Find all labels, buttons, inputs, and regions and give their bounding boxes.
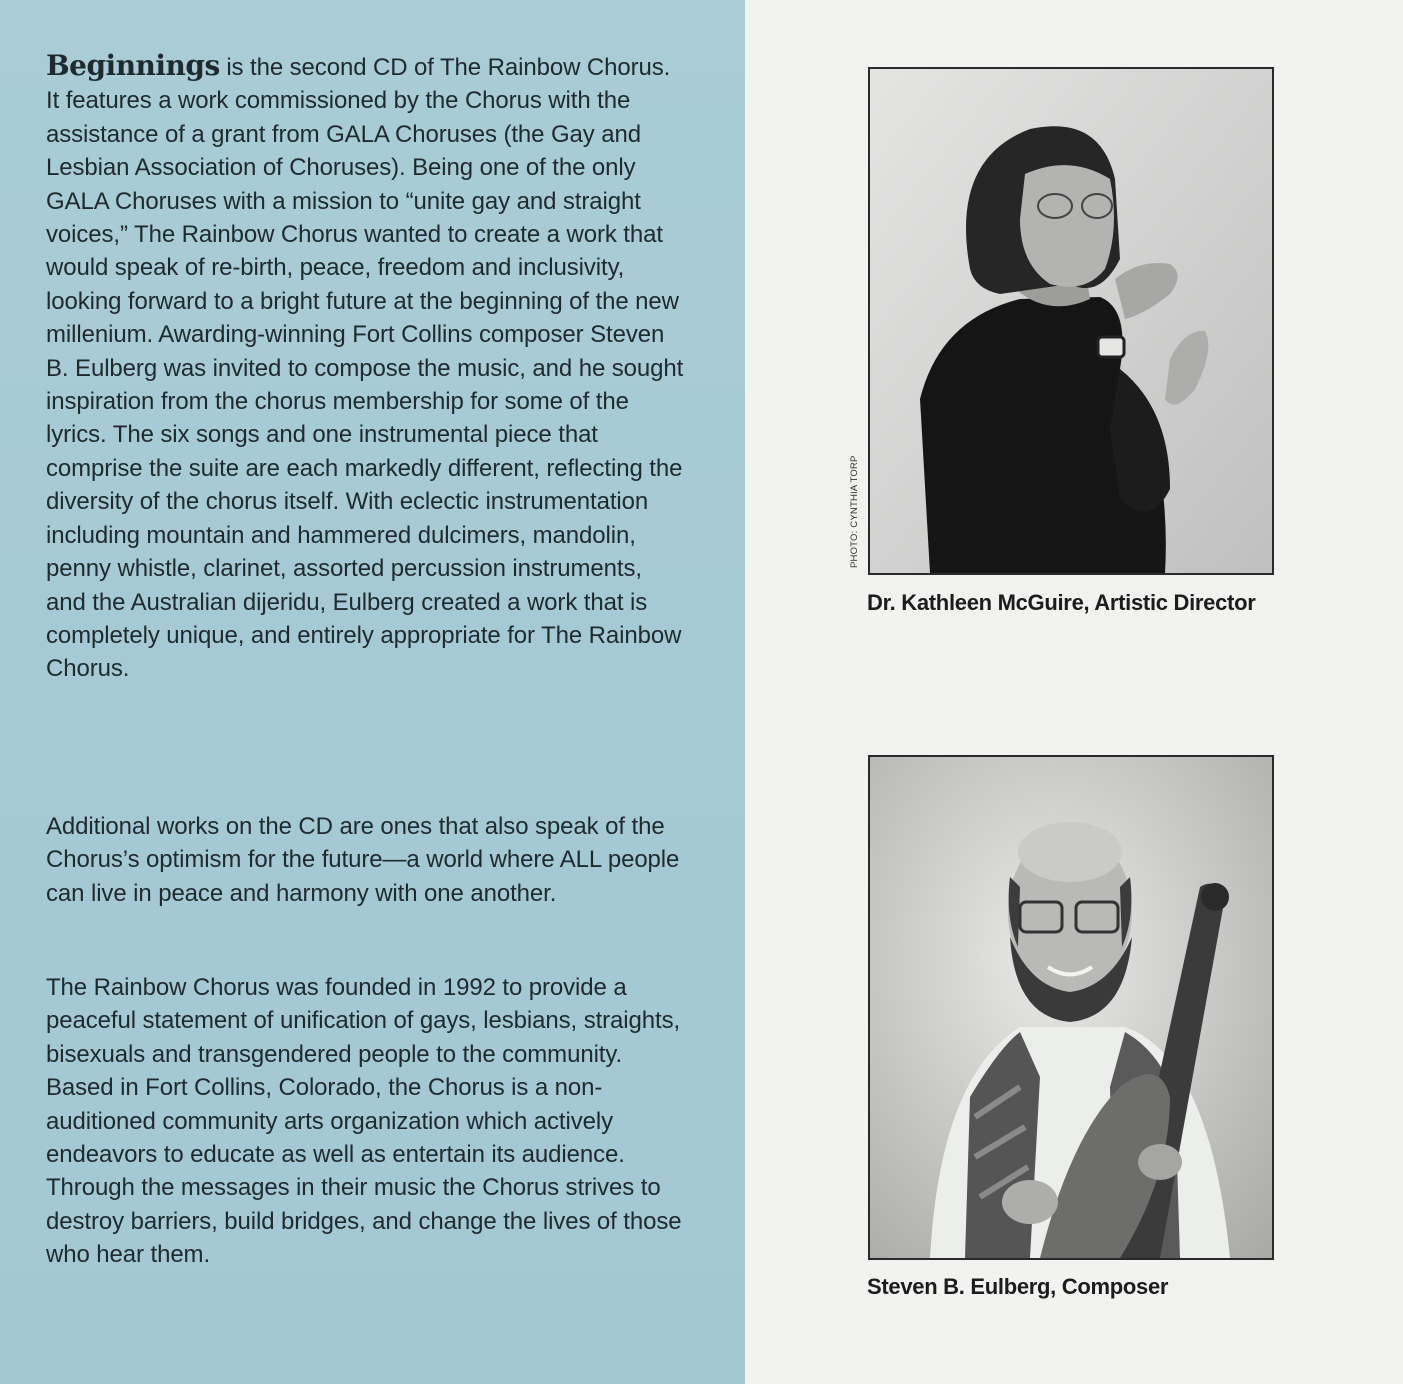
director-caption: Dr. Kathleen McGuire, Artistic Director — [867, 590, 1256, 615]
additional-works-paragraph: Additional works on the CD are ones that also speak of the Chorus’s optimism for the future—a world where ALL people can live in peace and harmony with one another. — [46, 813, 680, 907]
intro-paragraph — [46, 49, 686, 686]
photo-credit: PHOTO: CYNTHIA TORP — [849, 455, 860, 568]
lead-word-beginnings: Beginnings — [46, 49, 220, 82]
composer-photo-image — [870, 757, 1272, 1258]
composer-caption: Steven B. Eulberg, Composer — [867, 1274, 1169, 1299]
director-photo — [868, 67, 1274, 575]
founding-paragraph: The Rainbow Chorus was founded in 1992 to provide a peaceful statement of unification of gays, lesbians, straights, bisexuals and transgendered people to the community. Based in Fort Collins, Colorado, the Chorus is a non-auditioned community arts organization which actively endeavors to educate as well as entertain its audience. Through the messages in their music the Chorus strives to destroy barriers, build bridges, and change the lives of those who hear them. — [46, 974, 682, 1269]
intro-paragraph-text: is the second CD of The Rainbow Chorus. It features a work commissioned by the Chorus with the assistance of a grant from GALA Choruses (the Gay and Lesbian Association of Choruses). Being one of the only GALA Choruses with a mission to “unite gay and straight voices,” The Rainbow Chorus wanted to create a work that would speak of re-birth, peace, freedom and inclusivity, looking forward to a bright future at the beginning of the new millenium. Awarding-winning Fort Collins composer Steven B. Eulberg was invited to compose the music, and he sought inspiration from the chorus membership for some of the lyrics. The six songs and one instrumental piece that comprise the suite are each markedly different, reflecting the diversity of the chorus itself. With eclectic instrumentation including mountain and hammered dulcimers, mandolin, penny whistle, clarinet, assorted percussion instruments, and the Australian dijeridu, Eulberg created a work that is completely unique, and entirely appropriate for The Rainbow Chorus. — [46, 54, 684, 683]
director-photo-image — [870, 69, 1272, 573]
composer-photo — [868, 755, 1274, 1260]
